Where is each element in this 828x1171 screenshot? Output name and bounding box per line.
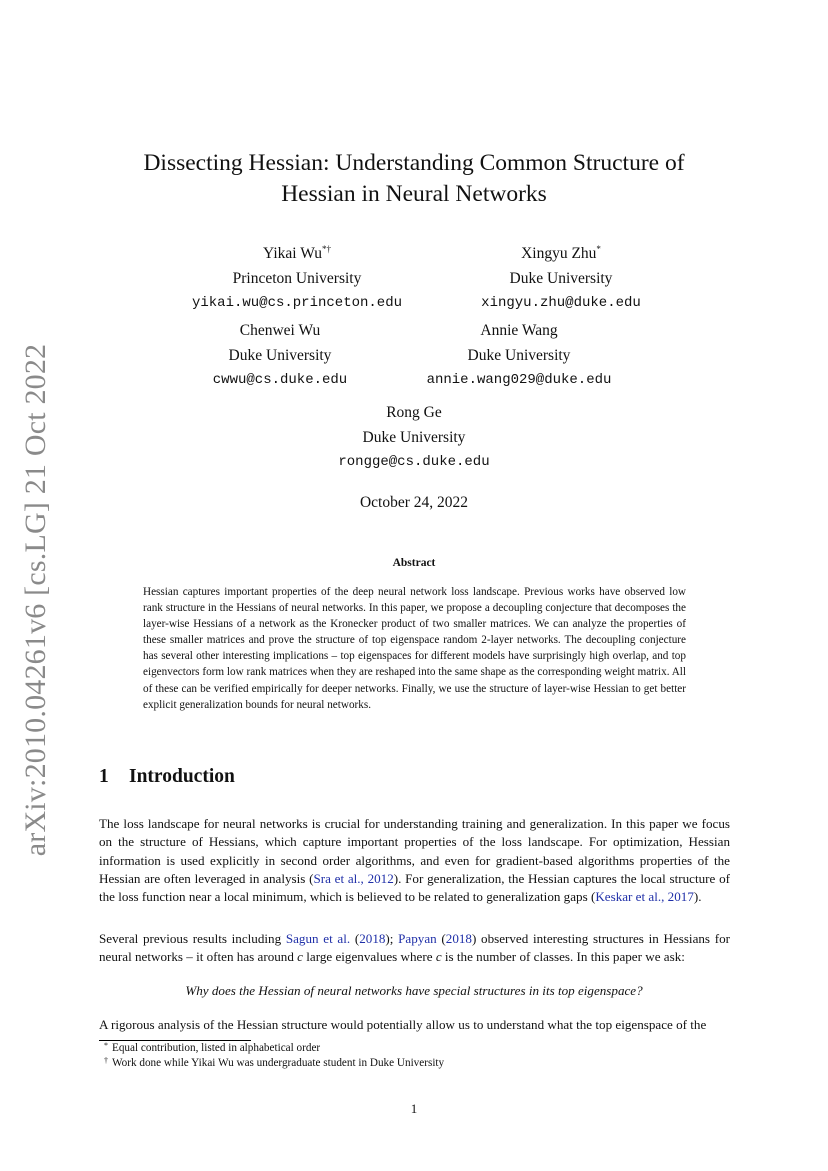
title-line-1: Dissecting Hessian: Understanding Common Structure of [143,150,685,176]
paper-title [0,148,828,210]
footnote: * Equal contribution, listed in alphabetical order [112,1041,320,1056]
arxiv-stamp: arXiv:2010.04261v6 [cs.LG] 21 Oct 2022 [19,343,52,857]
author-affiliation: Duke University [467,347,571,364]
page-number: 1 [410,1101,418,1116]
math-variable: c [297,949,303,965]
intro-paragraph-3: A rigorous analysis of the Hessian structure would potentially allow us to understand what the top eigenspace of the [99,1017,707,1032]
footnote-mark: † [104,1056,108,1065]
abstract-text: Hessian captures important properties of the deep neural network loss landscape. Previous works have observed low rank structure in the Hessians of neural networks. In this paper, we propose a decoupling conjecture that decomposes the layer-wise Hessians of a network as the Kronecker product of two smaller matrices. We can analyze the properties of these smaller matrices and prove the structure of top eigenspace random 2-layer networks. The decoupling conjecture has several other interesting implications – top eigenspaces for different models have surprisingly high overlap, and top eigenvectors form low rank matrices when they are reshaped into the same shape as the corresponding weight matrix. All of these can be verified empirically for deeper networks. Finally, we use the structure of layer-wise Hessian to get better explicit generalization bounds for neural networks. [143,586,686,711]
author-block [264,400,564,475]
author-name: Annie Wang [480,322,558,339]
title-line-2: Hessian in Neural Networks [281,181,547,207]
author-affiliation: Duke University [509,270,613,288]
author-email[interactable]: yikai.wu@cs.princeton.edu [191,295,403,312]
publication-date: October 24, 2022 [359,494,469,511]
author-email[interactable]: xingyu.zhu@duke.edu [481,295,641,312]
citation-link[interactable]: 2018 [445,931,472,946]
citation-link[interactable]: Sra et al., 2012 [313,870,394,886]
author-email[interactable]: cwwu@cs.duke.edu [212,372,348,388]
citation-link[interactable]: Papyan [398,931,437,946]
author-email[interactable]: annie.wang029@duke.edu [426,372,612,388]
author-affiliation: Princeton University [232,270,362,288]
author-name: Xingyu Zhu* [521,244,601,263]
footnote-mark: * [104,1041,108,1050]
author-block [411,237,711,316]
citation-link[interactable]: Sagun et al. [285,931,351,946]
footnote: † Work done while Yikai Wu was undergraduate student in Duke University [112,1056,444,1071]
section-title: Introduction [129,766,235,787]
author-name: Chenwei Wu [239,322,321,339]
math-variable: c [435,949,442,965]
author-block [147,237,447,316]
intro-paragraph-2: Several previous results including Sagun et al. (2018); Papyan (2018) observed interesting structures in Hessians for neural networks – it often has around c large eigenvalues where c is the number of classes. In this paper we ask: [99,931,730,965]
intro-paragraph-1: The loss landscape for neural networks is crucial for understanding training and generalization. In this paper we focus on the structure of Hessians, which capture important properties of the loss landscape. For optimization, Hessian information is used explicitly in second order algorithms, and even for gradient-based algorithms properties of the Hessian are often leveraged in analysis (Sra et al., 2012). For generalization, the Hessian captures the local structure of the loss function near a local minimum, which is believed to be related to generalization gaps (Keskar et al., 2017). [99,816,730,905]
citation-link[interactable]: 2018 [359,931,386,946]
author-name: Rong Ge [386,404,442,421]
author-affiliation: Duke University [362,429,466,446]
section-number: 1 [99,766,109,787]
author-marks: * [596,244,601,254]
citation-link[interactable]: Keskar et al., 2017 [595,889,694,905]
author-marks: *† [321,244,331,254]
author-name: Yikai Wu*† [263,244,331,263]
section-heading [99,766,235,788]
author-email[interactable]: rongge@cs.duke.edu [338,454,490,470]
author-affiliation: Duke University [228,347,332,364]
research-question: Why does the Hessian of neural networks have special structures in its top eigenspace? [185,983,643,998]
abstract-heading: Abstract [392,557,436,569]
author-block [369,318,669,393]
